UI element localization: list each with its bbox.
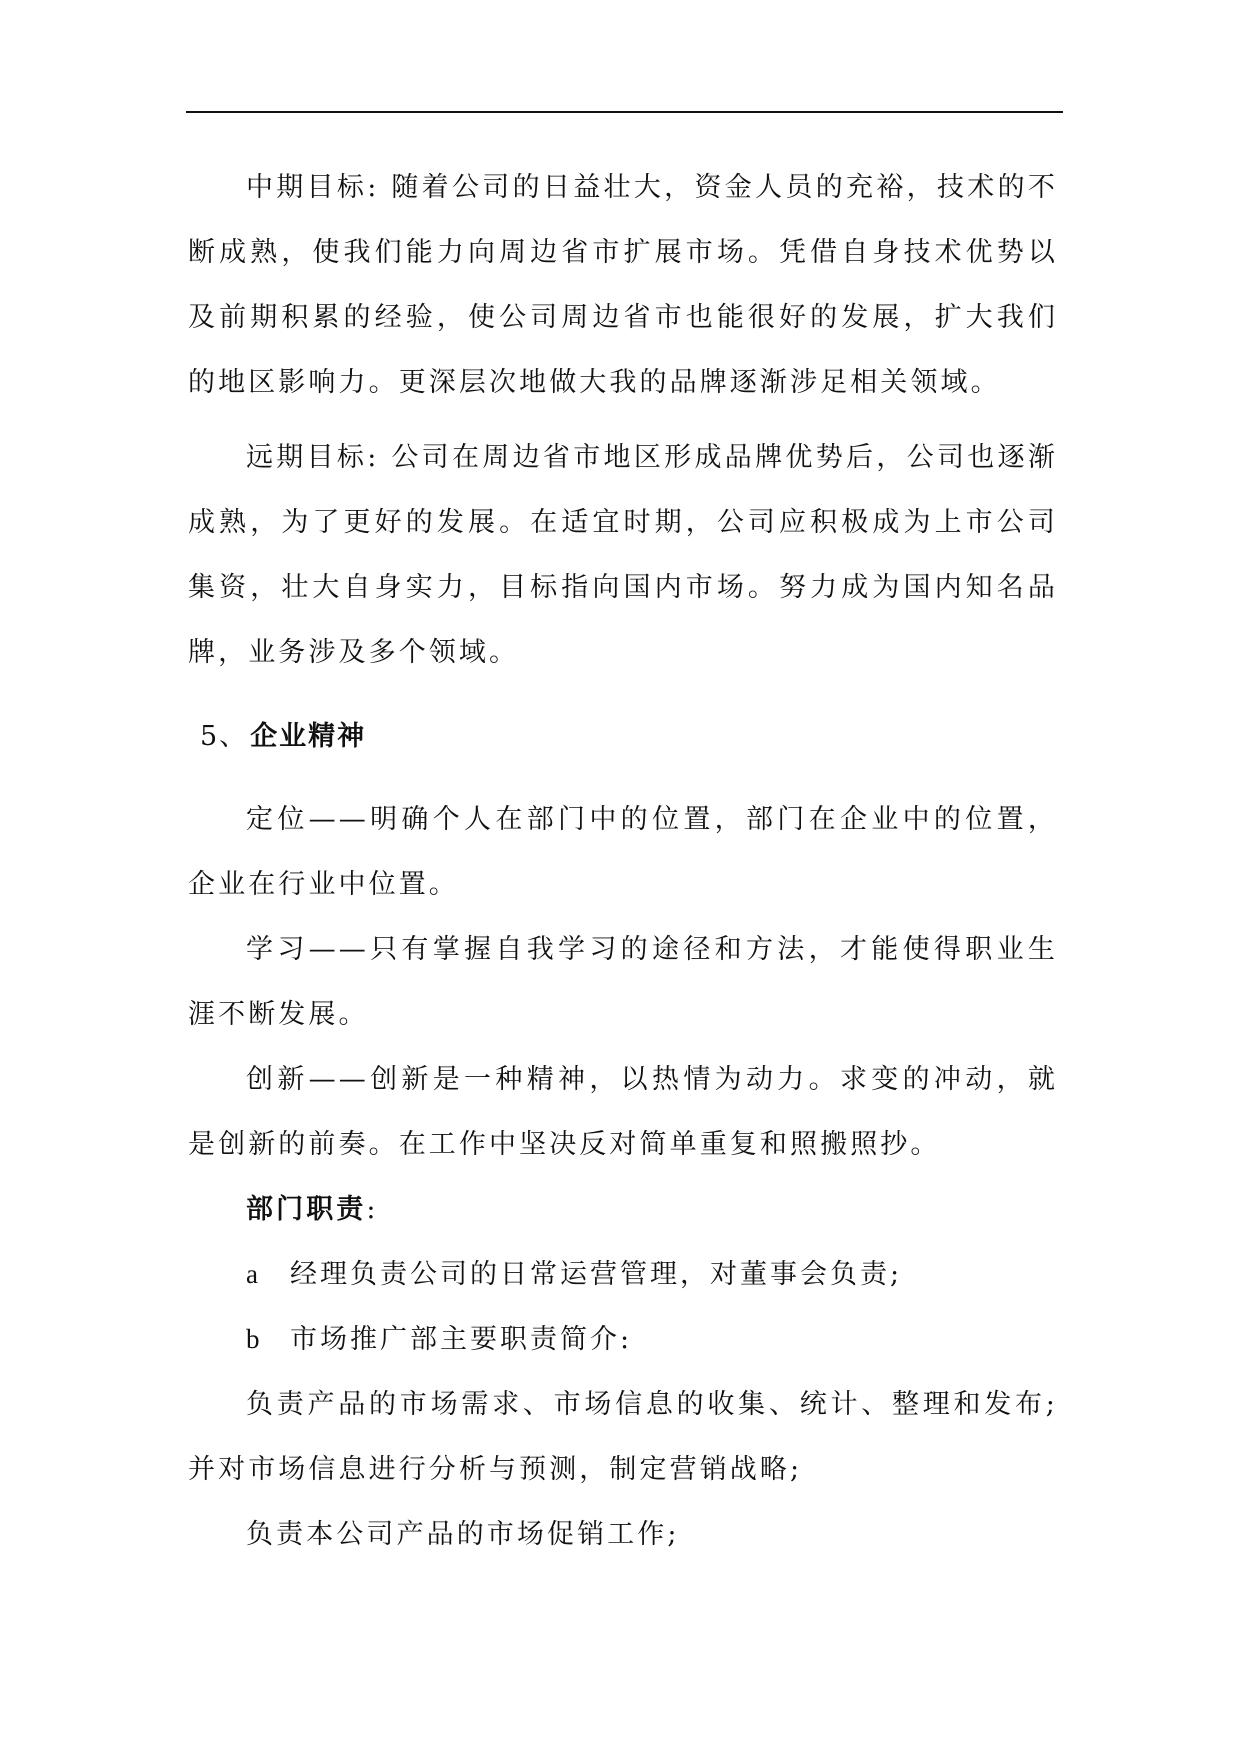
spirit-learning: 学习——只有掌握自我学习的途径和方法，才能使得职业生涯不断发展。: [188, 934, 1058, 1030]
duties-heading-colon: :: [366, 1194, 379, 1225]
duty-detail-promotion: 负责本公司产品的市场促销工作;: [246, 1519, 680, 1550]
section-title: 企业精神: [250, 721, 367, 752]
duty-item-b-marker: b: [246, 1324, 263, 1354]
section-heading: [200, 717, 1058, 757]
duty-item-b: [188, 1307, 1058, 1372]
mid-term-goal-paragraph: [188, 155, 1058, 415]
duties-heading: [188, 1177, 1058, 1242]
duties-heading-text: 部门职责: [246, 1194, 367, 1225]
long-term-goal-text: : 公司在周边省市地区形成品牌优势后，公司也逐渐成熟，为了更好的发展。在适宜时期，公司应积极成为上市公司集资，壮大自身实力，目标指向国内市场。努力成为国内知名品牌，业务涉及多个领域。: [188, 442, 1058, 668]
header-rule: [186, 111, 1063, 113]
section-number: 5、: [200, 721, 249, 752]
duty-detail-market-info: 负责产品的市场需求、市场信息的收集、统计、整理和发布; 并对市场信息进行分析与预测，制定营销战略;: [188, 1389, 1058, 1485]
spirit-positioning: 定位——明确个人在部门中的位置，部门在企业中的位置，企业在行业中位置。: [188, 804, 1058, 900]
duty-item-b-text: 市场推广部主要职责简介:: [290, 1324, 633, 1355]
document-body: [188, 155, 1058, 1567]
mid-term-goal-text: : 随着公司的日益壮大，资金人员的充裕，技术的不断成熟，使我们能力向周边省市扩展市场。凭借自身技术优势以及前期积累的经验，使公司周边省市也能很好的发展，扩大我们的地区影响力。更深层次地做大我的品牌逐渐涉足相关领域。: [188, 172, 1058, 398]
duty-item-a: [188, 1242, 1058, 1307]
mid-term-goal-label: 中期目标: [246, 172, 368, 203]
long-term-goal-label: 远期目标: [246, 442, 368, 473]
spirit-innovation: 创新——创新是一种精神，以热情为动力。求变的冲动，就是创新的前奏。在工作中坚决反对简单重复和照搬照抄。: [188, 1064, 1058, 1160]
duty-item-a-marker: a: [246, 1259, 261, 1289]
long-term-goal-paragraph: [188, 425, 1058, 685]
duty-item-a-text: 经理负责公司的日常运营管理，对董事会负责;: [290, 1259, 903, 1290]
